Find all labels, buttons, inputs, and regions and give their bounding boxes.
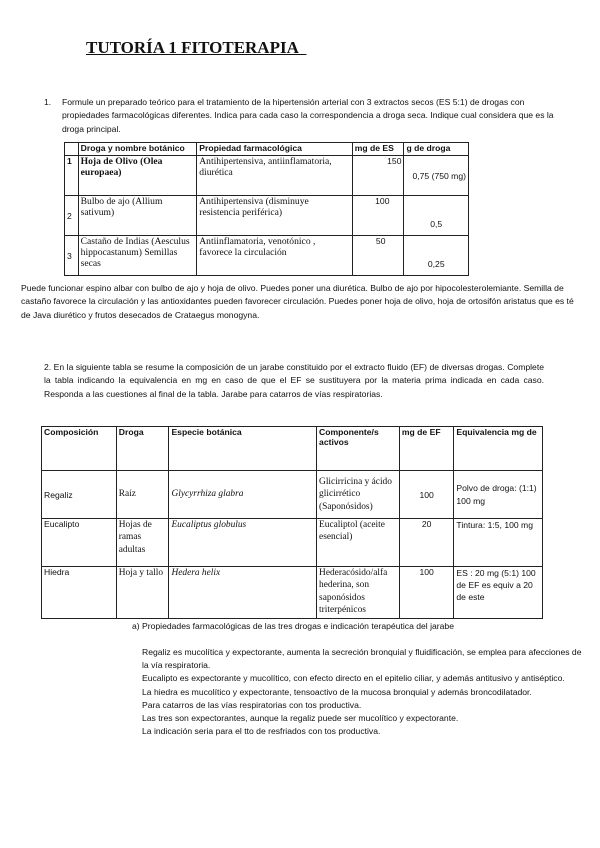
row-number: 3 [65,236,79,276]
row-activos: Hederacósido/alfa hederina, son saponósidos triterpénicos [317,567,400,619]
row-composicion: Eucalipto [42,519,117,567]
syrup-header-equivalencia: Equivalencia mg de [454,427,543,471]
answer-line: La hiedra es mucolítico y expectorante, tensoactivo de la mucosa bronquial y además broncodilatador. [142,686,532,697]
row-especie: Glycyrrhiza glabra [169,471,317,519]
syrup-header-especie: Especie botánica [169,427,317,471]
row-activos: Eucaliptol (aceite esencial) [317,519,400,567]
question-2a-heading: a) Propiedades farmacológicas de las tres drogas e indicación terapéutica del jarabe [132,621,454,631]
syrup-header-composicion: Composición [42,427,117,471]
row-droga: Hojas de ramas adultas [116,519,169,567]
row-droga: Hoja y tallo [116,567,169,619]
table-row [42,471,543,519]
row-mg: 100 [399,471,453,519]
table-row [65,156,469,196]
formula-header-mg: mg de ES [352,143,404,156]
row-droga: Castaño de Indias (Aesculus hippocastanum) Semillas secas [78,236,197,276]
answer-line: Para catarros de las vías respiratorias con tos productiva. [142,699,362,710]
answer-line: Regaliz es mucolítica y expectorante, aumenta la secreción bronquial y fluidificación, se emplea para afecciones de la vía respiratoria. [142,647,582,671]
row-mg: 20 [399,519,453,567]
row-composicion: Hiedra [42,567,117,619]
syrup-header-droga: Droga [116,427,169,471]
row-composicion: Regaliz [42,471,117,519]
question-1 [44,96,564,136]
row-equivalencia: ES : 20 mg (5:1) 100 de EF es equiv a 20 de este [454,567,543,619]
row-equivalencia: Polvo de droga: (1:1) 100 mg [454,471,543,519]
formula-header-n [65,143,79,156]
row-droga: Hoja de Olivo (Olea europaea) [78,156,197,196]
page-title: TUTORÍA 1 FITOTERAPIA [86,38,307,57]
question-1-number: 1. [44,97,52,107]
row-propiedad: Antihipertensiva, antiinflamatoria, diurética [197,156,352,196]
row-activos: Glicirricina y ácido glicirrético (Saponósidos) [317,471,400,519]
row-mg: 150 [352,156,404,196]
syrup-header-mg: mg de EF [399,427,453,471]
row-mg: 100 [352,196,404,236]
question-1-note: Puede funcionar espino albar con bulbo de ajo y hoja de olivo. Puedes poner una diurética. Bulbo de ajo por hipocolesterolemiante. Semilla de castaño favorece la circulación y las antioxidantes pueden favorecer circulación. Puedes poner hoja de olivo, hoja de ortosifón aristatus que es té de Java diurético y frutos desecados de Crataegus monogyna. [21,283,574,320]
table-row [42,519,543,567]
row-droga: Bulbo de ajo (Allium sativum) [78,196,197,236]
row-number: 1 [65,156,79,196]
question-1-text: Formule un preparado teórico para el tratamiento de la hipertensión arterial con 3 extractos secos (ES 5:1) de drogas con propiedades farmacológicas diferentes. Indica para cada caso la correspondencia a droga seca. Indique cual considera que es la droga principal. [62,97,554,134]
question-2a-answers [142,646,582,738]
row-equivalencia: Tintura: 1:5, 100 mg [454,519,543,567]
row-especie: Eucaliptus globulus [169,519,317,567]
row-g: 0,5 [404,196,469,236]
table-row [65,236,469,276]
answer-line: Eucalipto es expectorante y mucolítico, con efecto directo en el epitelio ciliar, y además antitusivo y antiséptico. [142,673,565,684]
table-row [42,567,543,619]
formula-header-droga: Droga y nombre botánico [78,143,197,156]
answer-line: La indicación seria para el tto de resfriados con tos productiva. [142,726,381,737]
syrup-table [41,426,543,619]
formula-header-g: g de droga [404,143,469,156]
row-mg: 100 [399,567,453,619]
row-especie: Hedera helix [169,567,317,619]
formula-table [64,142,469,276]
row-mg: 50 [352,236,404,276]
row-number: 2 [65,196,79,236]
table-row [65,196,469,236]
row-g: 0,25 [404,236,469,276]
row-g: 0,75 (750 mg) [404,156,469,196]
formula-header-propiedad: Propiedad farmacológica [197,143,352,156]
answer-line: Las tres son expectorantes, aunque la regaliz puede ser mucolítico y expectorante. [142,713,459,724]
row-propiedad: Antiinflamatoria, venotónico , favorece la circulación [197,236,352,276]
row-propiedad: Antihipertensiva (disminuye resistencia periférica) [197,196,352,236]
question-2-text: 2. En la siguiente tabla se resume la composición de un jarabe constituido por el extracto fluido (EF) de diversas drogas. Complete la tabla indicando la equivalencia en mg en caso de que el EF se sustituyera por la materia prima indicada en cada caso. Responda a las cuestiones al final de la tabla. Jarabe para catarros de vías respiratorias. [44,362,544,399]
syrup-header-activos: Componente/s activos [317,427,400,471]
row-droga: Raíz [116,471,169,519]
